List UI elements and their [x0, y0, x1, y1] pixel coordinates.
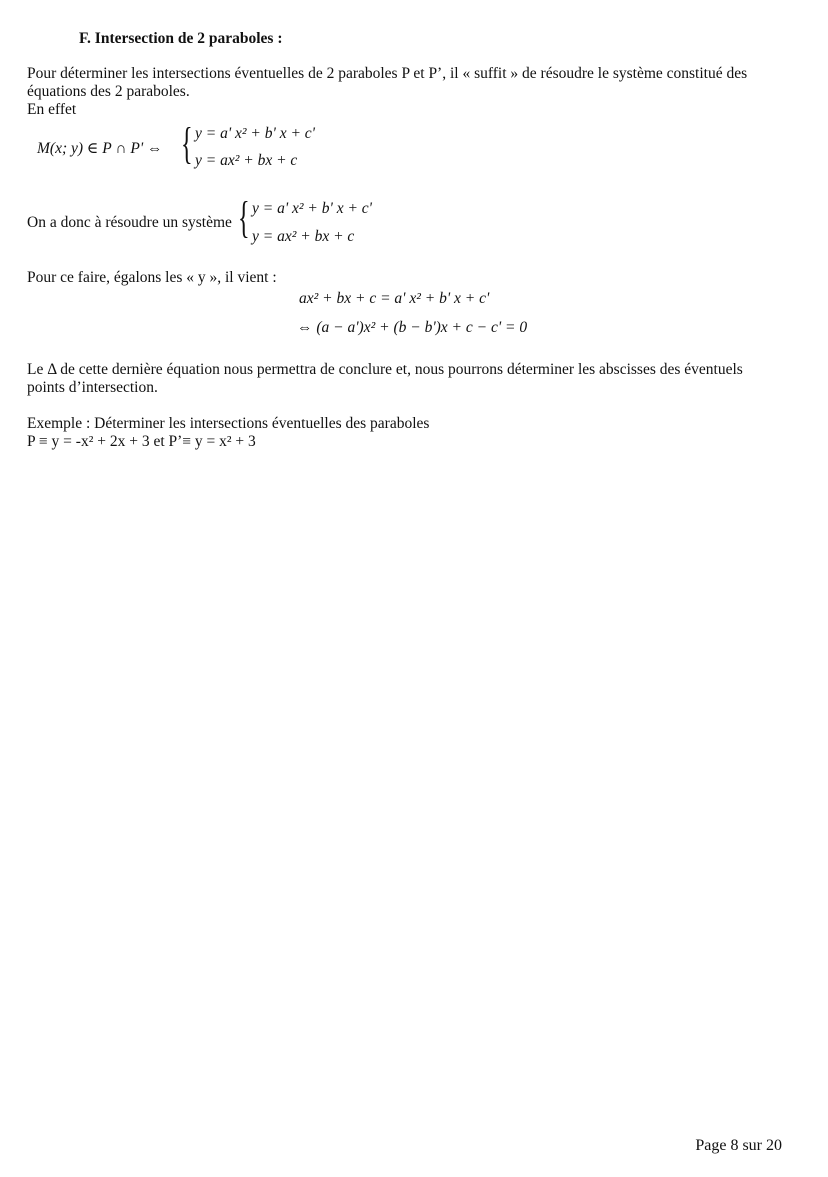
- eq1-row-2: y = ax² + bx + c: [195, 152, 298, 169]
- intro-line-1: Pour déterminer les intersections éventuelles de 2 paraboles P et P’, il « suffit » de résoudre le système constitué des: [27, 65, 748, 82]
- equalize-line-1: ax² + bx + c = a' x² + b' x + c': [299, 290, 490, 307]
- delta-line-2: points d’intersection.: [27, 379, 158, 396]
- delta-line-1: Le Δ de cette dernière équation nous permettra de conclure et, nous pourrons déterminer les abscisses des éventuels: [27, 361, 743, 378]
- intro-line-3: En effet: [27, 101, 77, 118]
- eq1-lhs: M(x; y) ∈ P ∩ P' ⇔: [37, 140, 163, 157]
- system-row-2: y = ax² + bx + c: [252, 228, 355, 245]
- eq1-row-1: y = a' x² + b' x + c': [195, 125, 315, 142]
- equalize-line-2: ⇔ (a − a')x² + (b − b')x + c − c' = 0: [297, 319, 528, 336]
- eq1-brace: {: [181, 119, 193, 168]
- system-label: On a donc à résoudre un système: [27, 214, 232, 231]
- page-number: Page 8 sur 20: [695, 1137, 782, 1154]
- intro-line-2: équations des 2 paraboles.: [27, 83, 190, 100]
- system-brace: {: [238, 193, 250, 242]
- example-line-2: P ≡ y = -x² + 2x + 3 et P’≡ y = x² + 3: [27, 433, 256, 450]
- example-line-1: Exemple : Déterminer les intersections éventuelles des paraboles: [27, 415, 430, 432]
- equalize-text: Pour ce faire, égalons les « y », il vient :: [27, 269, 277, 286]
- section-title: F. Intersection de 2 paraboles :: [79, 30, 283, 47]
- system-row-1: y = a' x² + b' x + c': [252, 200, 372, 217]
